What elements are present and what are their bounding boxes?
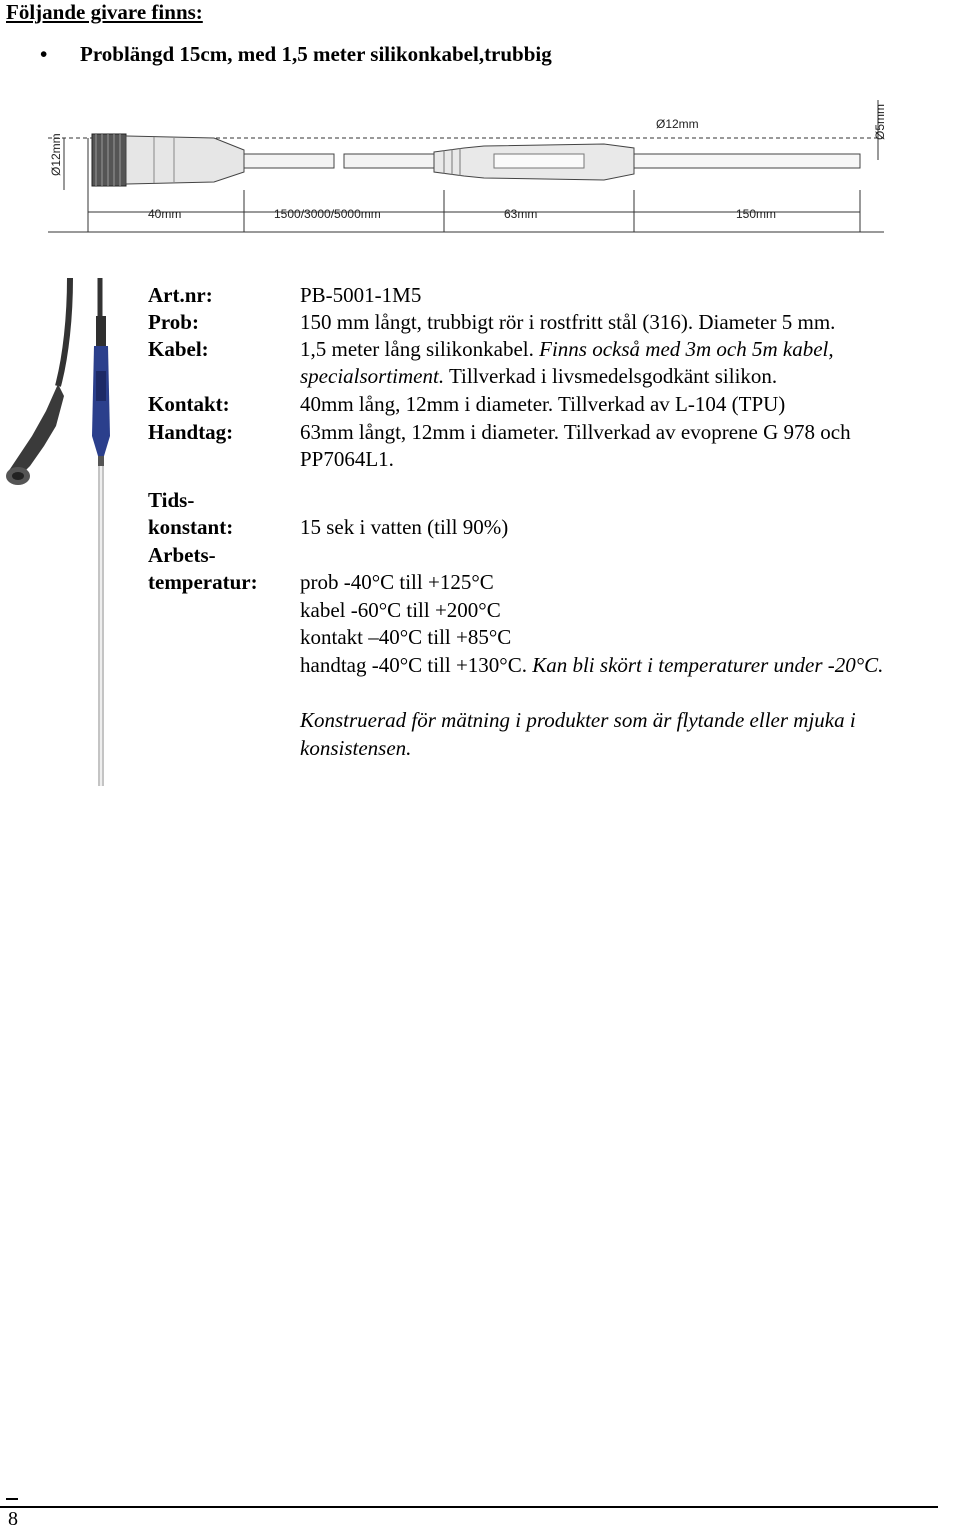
section-heading: Följande givare finns: [6, 0, 203, 24]
bullet-dot: • [40, 42, 48, 66]
handtag-value-line1: 63mm långt, 12mm i diameter. Tillverkad av evoprene G 978 och [300, 420, 851, 444]
temp-handtag-text: handtag -40°C till +130°C. [300, 653, 527, 677]
probe-dimension-drawing [44, 100, 894, 242]
artnr-label: Art.nr: [148, 283, 213, 307]
dim-cable: 1500/3000/5000mm [274, 207, 381, 221]
note-line2: konsistensen. [300, 736, 412, 760]
arbets-label-2: temperatur: [148, 570, 258, 594]
kabel-value-line1 [300, 336, 834, 364]
prob-value: 150 mm långt, trubbigt rör i rostfritt stål (316). Diameter 5 mm. [300, 310, 836, 334]
kabel-italic-text-2: specialsortiment. [300, 364, 445, 388]
kabel-label: Kabel: [148, 337, 209, 361]
temp-prob: prob -40°C till +125°C [300, 570, 494, 594]
tids-label-2: konstant: [148, 515, 234, 539]
kontakt-label: Kontakt: [148, 392, 230, 416]
footer-tick [6, 1498, 18, 1500]
tids-label-1: Tids- [148, 488, 195, 512]
handtag-label: Handtag: [148, 420, 234, 444]
note-line1: Konstruerad för mätning i produkter som är flytande eller mjuka i [300, 708, 856, 732]
footer-divider [0, 1506, 938, 1508]
page-number: 8 [8, 1508, 18, 1530]
tids-value: 15 sek i vatten (till 90%) [300, 515, 509, 539]
dim-handle: 63mm [504, 207, 538, 221]
temp-kabel: kabel -60°C till +200°C [300, 598, 501, 622]
kabel-italic-text: Finns också med 3m och 5m kabel, [539, 337, 834, 361]
dim-probe: 150mm [736, 207, 777, 221]
probe-photo [0, 276, 130, 796]
kontakt-value: 40mm lång, 12mm i diameter. Tillverkad av L-104 (TPU) [300, 392, 786, 416]
handtag-value-line2: PP7064L1. [300, 447, 394, 471]
temp-handtag-warning: Kan bli skört i temperaturer under -20°C. [532, 653, 884, 677]
kabel-value-line2 [300, 363, 777, 391]
kabel-text-2: Tillverkad i livsmedelsgodkänt silikon. [448, 364, 778, 388]
kabel-text: 1,5 meter lång silikonkabel. [300, 337, 534, 361]
temp-kontakt: kontakt –40°C till +85°C [300, 625, 512, 649]
bullet-item [40, 42, 552, 67]
dim-diameter-left: Ø12mm [49, 133, 63, 176]
dim-diameter-probe: Ø5mm [873, 104, 887, 140]
prob-label: Prob: [148, 310, 199, 334]
temp-handtag [300, 652, 883, 680]
artnr-value: PB-5001-1M5 [300, 283, 422, 307]
arbets-label-1: Arbets- [148, 543, 216, 567]
bullet-text: Problängd 15cm, med 1,5 meter silikonkabel,trubbig [80, 42, 552, 66]
dim-diameter-handle: Ø12mm [656, 117, 699, 131]
dim-connector: 40mm [148, 207, 182, 221]
